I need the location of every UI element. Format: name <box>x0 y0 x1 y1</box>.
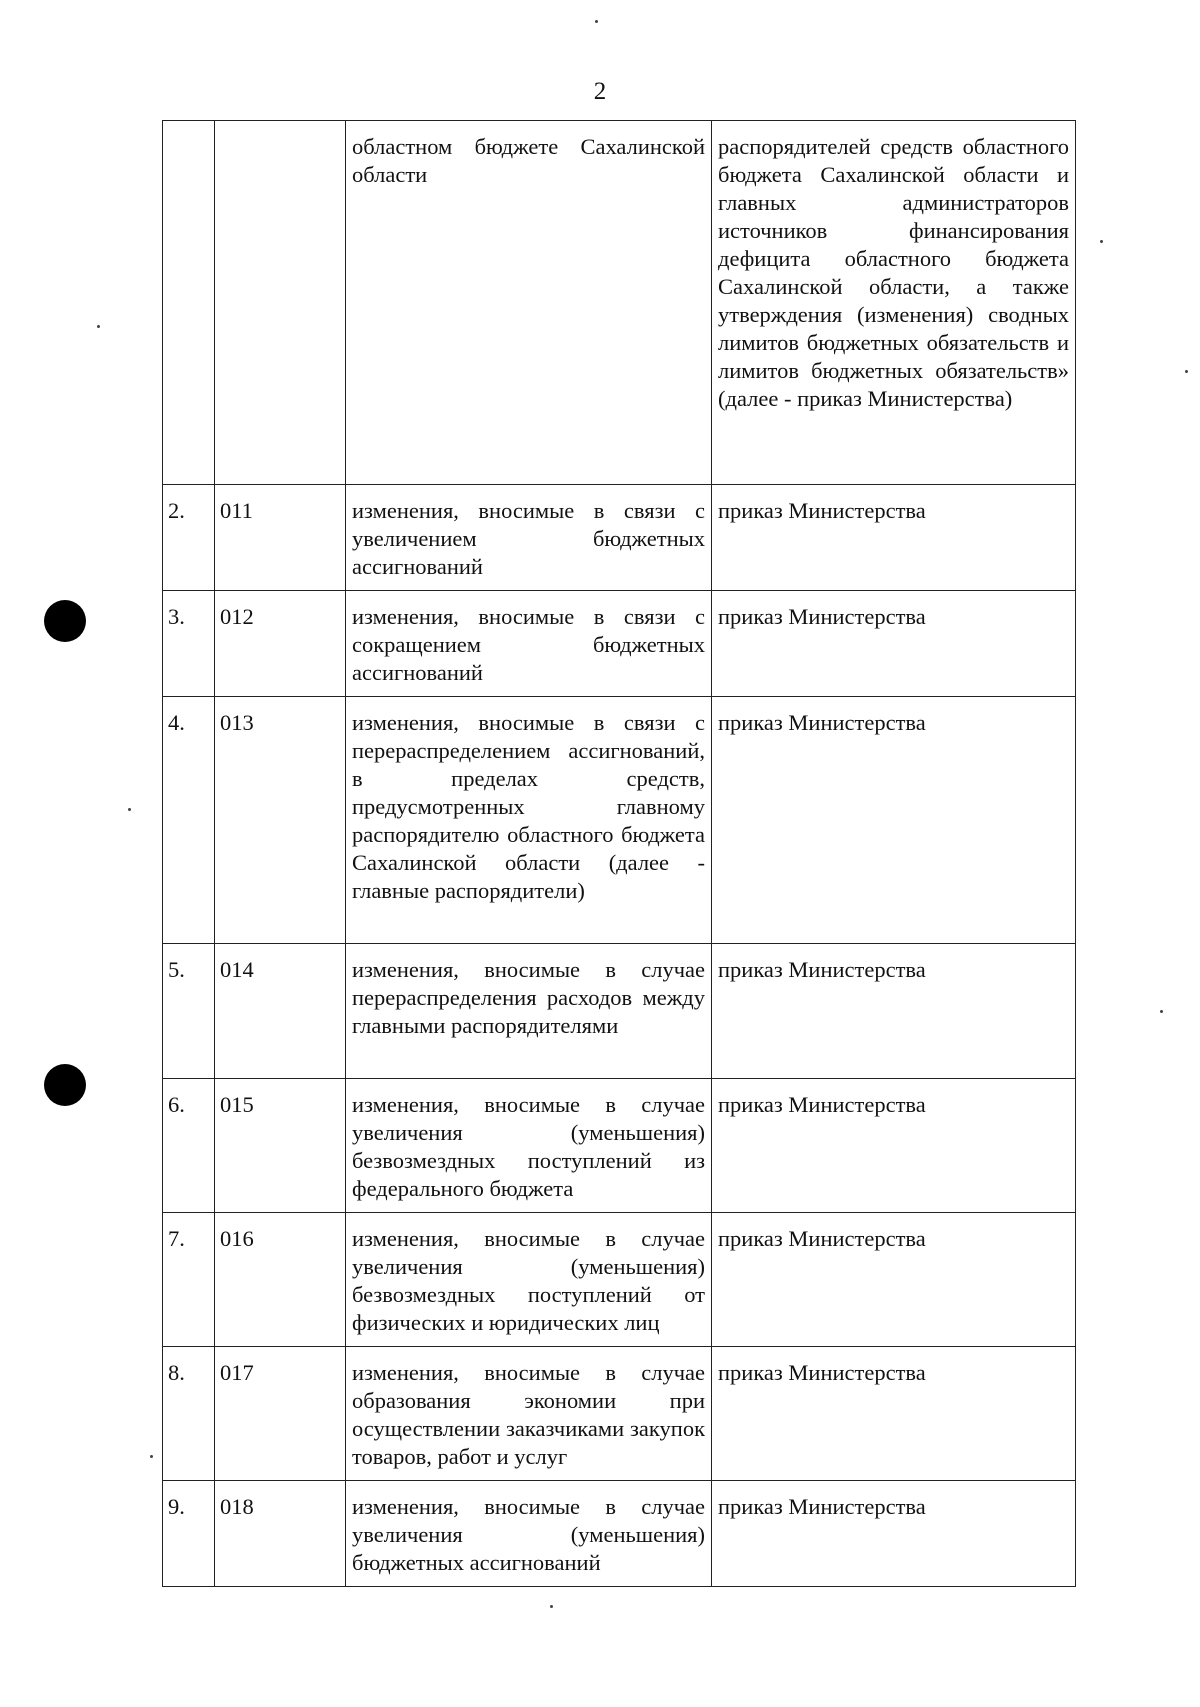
row-description: изменения, вносимые в связи с увеличением бюджетных ассигнований <box>346 485 712 591</box>
row-basis: приказ Министерства <box>712 485 1076 591</box>
row-basis: приказ Министерства <box>712 1481 1076 1587</box>
row-code: 013 <box>215 697 346 944</box>
row-description: изменения, вносимые в случае образования экономии при осуществлении заказчиками закупок товаров, работ и услуг <box>346 1347 712 1481</box>
row-description: изменения, вносимые в случае увеличения (уменьшения) безвозмездных поступлений из федерального бюджета <box>346 1079 712 1213</box>
row-number: 8. <box>163 1347 215 1481</box>
row-code <box>215 121 346 485</box>
scan-speck <box>97 325 100 328</box>
table-row <box>163 1079 1076 1213</box>
row-basis: приказ Министерства <box>712 1079 1076 1213</box>
row-basis: распорядителей средств областного бюджета Сахалинской области и главных администраторов источников финансирования дефицита областного бюджета Сахалинской области, а также утверждения (изменения) сводных лимитов бюджетных обязательств и лимитов бюджетных обязательств» (далее - приказ Министерства) <box>712 121 1076 485</box>
row-description: изменения, вносимые в случае перераспределения расходов между главными распорядителями <box>346 944 712 1079</box>
row-description: изменения, вносимые в случае увеличения (уменьшения) бюджетных ассигнований <box>346 1481 712 1587</box>
table-row <box>163 591 1076 697</box>
table-row <box>163 1347 1076 1481</box>
table-row <box>163 1213 1076 1347</box>
row-number: 3. <box>163 591 215 697</box>
punch-hole <box>44 1064 86 1106</box>
row-description: изменения, вносимые в случае увеличения (уменьшения) безвозмездных поступлений от физических и юридических лиц <box>346 1213 712 1347</box>
scan-speck <box>1100 240 1103 243</box>
row-code: 011 <box>215 485 346 591</box>
row-code: 018 <box>215 1481 346 1587</box>
table-row <box>163 697 1076 944</box>
row-code: 016 <box>215 1213 346 1347</box>
row-code: 014 <box>215 944 346 1079</box>
row-code: 017 <box>215 1347 346 1481</box>
row-basis: приказ Министерства <box>712 1213 1076 1347</box>
row-number: 4. <box>163 697 215 944</box>
scan-speck <box>150 1455 153 1458</box>
punch-hole <box>44 600 86 642</box>
row-number: 6. <box>163 1079 215 1213</box>
row-description: изменения, вносимые в связи с сокращением бюджетных ассигнований <box>346 591 712 697</box>
table-row <box>163 485 1076 591</box>
row-description: изменения, вносимые в связи с перераспределением ассигнований, в пределах средств, предусмотренных главному распорядителю областного бюджета Сахалинской области (далее - главные распорядители) <box>346 697 712 944</box>
scan-speck <box>595 20 598 23</box>
row-basis: приказ Министерства <box>712 591 1076 697</box>
changes-table <box>162 120 1076 1587</box>
row-number <box>163 121 215 485</box>
table-row <box>163 1481 1076 1587</box>
scan-speck <box>128 808 131 811</box>
row-code: 015 <box>215 1079 346 1213</box>
row-number: 9. <box>163 1481 215 1587</box>
row-basis: приказ Министерства <box>712 1347 1076 1481</box>
table-row <box>163 944 1076 1079</box>
row-description: областном бюджете Сахалинской области <box>346 121 712 485</box>
row-code: 012 <box>215 591 346 697</box>
row-number: 5. <box>163 944 215 1079</box>
scan-speck <box>550 1605 553 1608</box>
scan-speck <box>1185 370 1188 373</box>
table-row <box>163 121 1076 485</box>
row-basis: приказ Министерства <box>712 944 1076 1079</box>
scan-speck <box>1160 1010 1163 1013</box>
row-basis: приказ Министерства <box>712 697 1076 944</box>
row-number: 2. <box>163 485 215 591</box>
row-number: 7. <box>163 1213 215 1347</box>
page-number: 2 <box>593 78 607 105</box>
